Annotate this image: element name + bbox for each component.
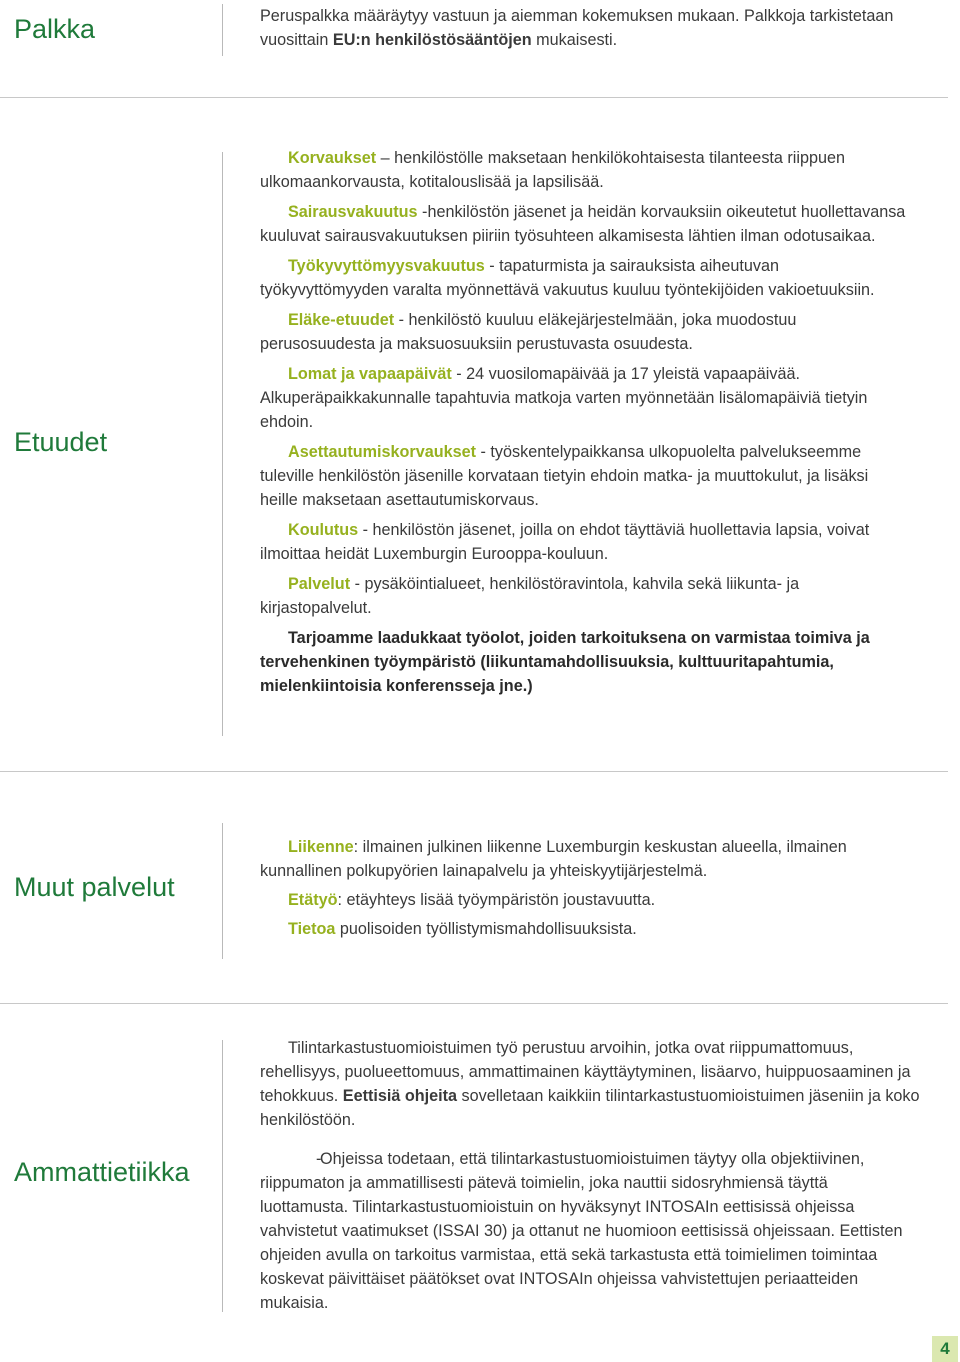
etuudet-closing-statement: Tarjoamme laadukkaat työolot, joiden tarkoituksena on varmistaa toimiva ja tervehenkinen työympäristö (liikuntamahdollisuuksia, kulttuuritapahtumia, mielenkiintoisia konferensseja jne.): [260, 629, 870, 695]
list-item: [260, 254, 910, 302]
ammattietiikka-bullet: -Ohjeissa todetaan, että tilintarkastustuomioistuimen täytyy olla objektiivinen, riippumaton ja ammatillisesti pätevä toimielin, joka nauttii sidosryhmiensä täyttä luottamusta. Tilintarkastustuomioistuin on hyväksynyt INTOSAIn eettisissä ohjeissa vahvistetut vaatimukset (ISSAI 30) ja ottanut ne huomioon eettisissä ohjeissaan. Eettisten ohjeiden avulla on tarkoitus varmistaa, että sekä tarkastusta että toimielimen toimintaa koskevat päivittäiset päätökset ovat INTOSAIn ohjeissa vahvistettujen periaatteiden mukaisia.: [260, 1147, 920, 1315]
list-item-term: Liikenne: [288, 838, 354, 856]
list-item: [260, 518, 910, 566]
section-divider-vertical: [222, 1040, 223, 1312]
section-heading-palkka: Palkka: [14, 14, 96, 44]
list-item-term: Asettautumiskorvaukset: [288, 443, 477, 461]
eettisia-ohjeita-bold: Eettisiä ohjeita: [342, 1087, 458, 1105]
section-separator: [0, 1003, 948, 1004]
page-number: 4: [932, 1336, 958, 1362]
section-heading-muut-palvelut: Muut palvelut: [14, 872, 175, 902]
list-item-text: - työskentelypaikkansa ulkopuolelta palvelukseemme tuleville henkilöstön jäsenille korvataan tietyin ehdoin matka- ja muuttokulut, ja lisäksi heille maksetaan asettautumiskorvaus.: [260, 443, 869, 509]
section-divider-vertical: [222, 823, 223, 959]
section-divider-vertical: [222, 152, 223, 736]
list-item: [260, 835, 910, 883]
list-item-term: Etätyö: [288, 891, 338, 909]
list-item: [260, 200, 910, 248]
list-item-text: -henkilöstön jäsenet ja heidän korvauksiin oikeutetut huollettavansa kuuluvat sairausvakuutuksen piiriin työsuhteen alkamisesta lähtien ilman odotusaikaa.: [260, 203, 906, 245]
list-item-text: puolisoiden työllistymismahdollisuuksista.: [335, 920, 637, 938]
list-item-text: : ilmainen julkinen liikenne Luxemburgin keskustan alueella, ilmainen kunnallinen polkupyörien lainapalvelu ja yhteiskyytijärjestelmä.: [260, 838, 847, 880]
etuudet-list: [260, 146, 910, 698]
list-item: [260, 362, 910, 434]
palkka-text: Peruspalkka määräytyy vastuun ja aiemman kokemuksen mukaan. Palkkoja tarkistetaan vuosittain EU:n henkilöstösääntöjen mukaisesti.: [260, 7, 894, 49]
list-item-text: - henkilöstö kuuluu eläkejärjestelmään, joka muodostuu perusosuudesta ja maksuosuuksiin perustuvasta osuudesta.: [260, 311, 797, 353]
list-item: [260, 888, 910, 912]
ammattietiikka-paragraph: Tilintarkastustuomioistuimen työ perustuu arvoihin, jotka ovat riippumattomuus, rehellisyys, puolueettomuus, ammattimainen käyttäytyminen, lisäarvo, huippuosaaminen ja tehokkuus. Eettisiä ohjeita sovelletaan kaikkiin tilintarkastustuomioistuimen jäseniin ja koko henkilöstöön.: [260, 1039, 920, 1129]
list-item-term: Korvaukset: [288, 149, 377, 167]
list-item: [260, 146, 910, 194]
list-item: [260, 917, 910, 941]
list-item-term: Työkyvyttömyysvakuutus: [288, 257, 485, 275]
bullet-dash: -: [316, 1150, 322, 1168]
muut-palvelut-list: [260, 835, 910, 941]
list-item: [260, 440, 910, 512]
section-heading-ammattietiikka: Ammattietiikka: [14, 1157, 190, 1187]
list-item-term: Lomat ja vapaapäivät: [288, 365, 452, 383]
section-divider-vertical: [222, 4, 223, 56]
list-item-term: Koulutus: [288, 521, 359, 539]
list-item-text: - tapaturmista ja sairauksista aiheutuvan työkyvyttömyyden varalta myönnettävä vakuutus kuuluu työntekijöiden vakioetuuksiin.: [260, 257, 875, 299]
section-separator: [0, 771, 948, 772]
section-heading-etuudet: Etuudet: [14, 427, 108, 457]
list-item-text: - pysäköintialueet, henkilöstöravintola, kahvila sekä liikunta- ja kirjastopalvelut.: [260, 575, 800, 617]
list-item-term: Eläke-etuudet: [288, 311, 395, 329]
list-item: [260, 572, 910, 620]
list-item-text: : etäyhteys lisää työympäristön joustavuutta.: [337, 891, 656, 909]
list-item-text: - 24 vuosilomapäivää ja 17 yleistä vapaapäivää. Alkuperäpaikkakunnalle tapahtuvia matkoja varten myönnetään lisälomapäiviä tietyin ehdoin.: [260, 365, 868, 431]
list-item-text: – henkilöstölle maksetaan henkilökohtaisesta tilanteesta riippuen ulkomaankorvausta, kotitalouslisää ja lapsilisää.: [260, 149, 846, 191]
ammattietiikka-text: [260, 1036, 920, 1315]
section-separator: [0, 97, 948, 98]
palkka-bold-term: EU:n henkilöstösääntöjen: [332, 31, 532, 49]
list-item-term: Tietoa: [288, 920, 336, 938]
list-item-term: Sairausvakuutus: [288, 203, 418, 221]
list-item: [260, 308, 910, 356]
list-item-term: Palvelut: [288, 575, 351, 593]
list-item-text: - henkilöstön jäsenet, joilla on ehdot täyttäviä huollettavia lapsia, voivat ilmoittaa heidät Luxemburgin Eurooppa-kouluun.: [260, 521, 870, 563]
